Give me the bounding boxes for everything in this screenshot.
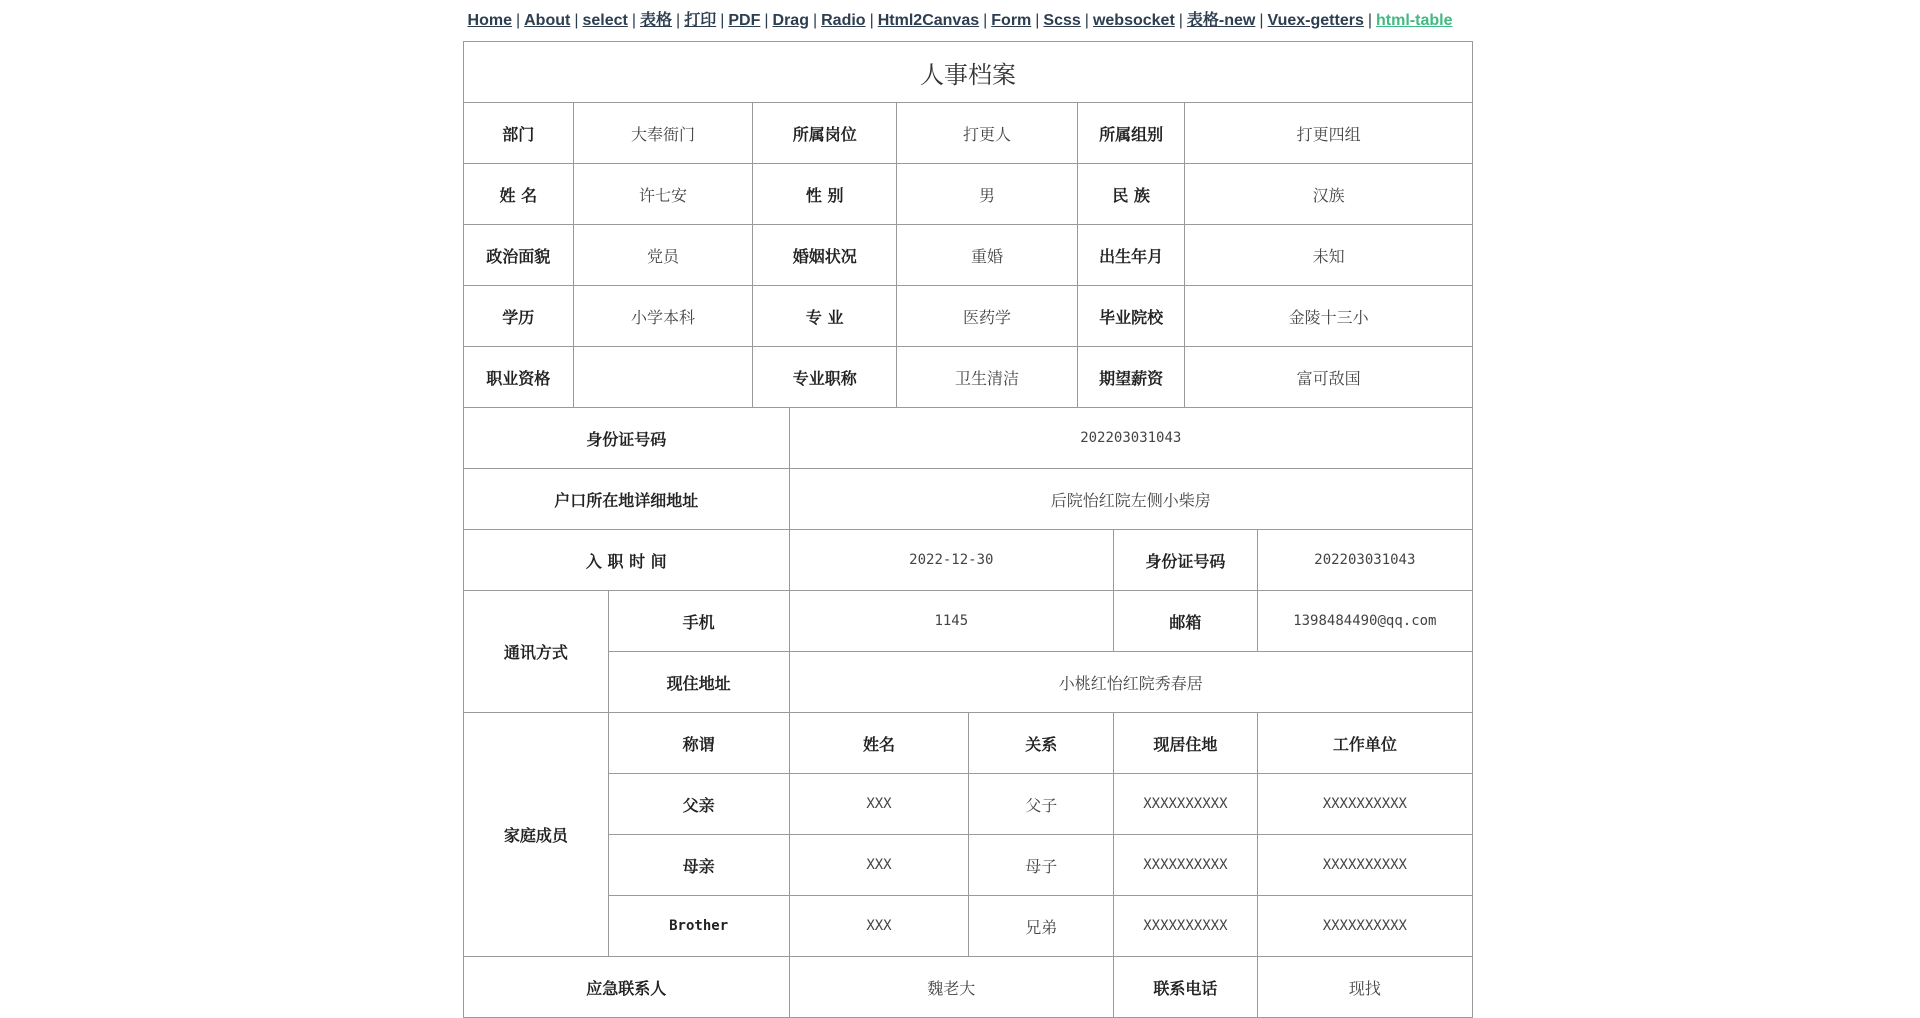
phone-label: 手机 bbox=[608, 591, 789, 652]
entry-date-value: 2022-12-30 bbox=[789, 530, 1114, 591]
id-number-value-2: 202203031043 bbox=[1257, 530, 1472, 591]
nav-separator: | bbox=[631, 12, 637, 29]
qualification-label: 职业资格 bbox=[464, 347, 574, 408]
contact-label: 通讯方式 bbox=[464, 591, 609, 713]
address-label: 现住地址 bbox=[608, 652, 789, 713]
nav-link-select[interactable]: select bbox=[582, 12, 628, 29]
dept-value: 大奉衙门 bbox=[573, 103, 753, 164]
family-header-employer: 工作单位 bbox=[1257, 713, 1472, 774]
nav-separator: | bbox=[676, 12, 681, 29]
phone-value: 1145 bbox=[789, 591, 1114, 652]
family-residence: XXXXXXXXXX bbox=[1114, 896, 1258, 957]
nav-separator: | bbox=[869, 12, 874, 29]
emergency-phone-label: 联系电话 bbox=[1114, 957, 1258, 1018]
nav-link-vuex-getters[interactable]: Vuex-getters bbox=[1267, 12, 1364, 29]
politics-label: 政治面貌 bbox=[464, 225, 574, 286]
school-value: 金陵十三小 bbox=[1185, 286, 1473, 347]
family-title: 父亲 bbox=[608, 774, 789, 835]
politics-value: 党员 bbox=[573, 225, 753, 286]
name-value: 许七安 bbox=[573, 164, 753, 225]
professional-title-value: 卫生清洁 bbox=[897, 347, 1078, 408]
education-label: 学历 bbox=[464, 286, 574, 347]
marital-label: 婚姻状况 bbox=[753, 225, 897, 286]
nav-link-scss[interactable]: Scss bbox=[1043, 12, 1081, 29]
table-row bbox=[464, 835, 1473, 896]
table-row bbox=[464, 774, 1473, 835]
nav-separator: | bbox=[1084, 12, 1089, 29]
gender-value: 男 bbox=[897, 164, 1078, 225]
nav-link-pdf[interactable]: PDF bbox=[728, 12, 761, 29]
family-residence: XXXXXXXXXX bbox=[1114, 835, 1258, 896]
family-name: XXX bbox=[789, 774, 969, 835]
family-employer: XXXXXXXXXX bbox=[1257, 835, 1472, 896]
hukou-value: 后院怡红院左侧小柴房 bbox=[789, 469, 1472, 530]
family-name: XXX bbox=[789, 835, 969, 896]
family-relation: 父子 bbox=[969, 774, 1114, 835]
emergency-contact-value: 魏老大 bbox=[789, 957, 1114, 1018]
family-employer: XXXXXXXXXX bbox=[1257, 774, 1472, 835]
post-value: 打更人 bbox=[897, 103, 1078, 164]
nav-separator: | bbox=[1367, 12, 1373, 29]
family-header-residence: 现居住地 bbox=[1114, 713, 1258, 774]
family-header-name: 姓名 bbox=[789, 713, 969, 774]
id-number-label: 身份证号码 bbox=[464, 408, 790, 469]
group-value: 打更四组 bbox=[1185, 103, 1473, 164]
family-name: XXX bbox=[789, 896, 969, 957]
family-header-relation: 关系 bbox=[969, 713, 1114, 774]
nav-separator: | bbox=[812, 12, 818, 29]
nav-link-表格[interactable]: 表格 bbox=[640, 12, 673, 29]
top-nav bbox=[0, 10, 1920, 32]
nav-separator: | bbox=[1178, 12, 1183, 29]
nav-link-html2canvas[interactable]: Html2Canvas bbox=[877, 12, 980, 29]
nav-link-html-table[interactable]: html-table bbox=[1376, 12, 1453, 29]
emergency-contact-label: 应急联系人 bbox=[464, 957, 790, 1018]
professional-title-label: 专业职称 bbox=[753, 347, 897, 408]
nav-link-about[interactable]: About bbox=[524, 12, 571, 29]
family-relation: 兄弟 bbox=[969, 896, 1114, 957]
group-label: 所属组别 bbox=[1077, 103, 1184, 164]
marital-value: 重婚 bbox=[897, 225, 1078, 286]
name-label: 姓 名 bbox=[464, 164, 574, 225]
nav-separator: | bbox=[1259, 12, 1264, 29]
nav-link-drag[interactable]: Drag bbox=[772, 12, 809, 29]
post-label: 所属岗位 bbox=[753, 103, 897, 164]
email-label: 邮箱 bbox=[1114, 591, 1258, 652]
family-employer: XXXXXXXXXX bbox=[1257, 896, 1472, 957]
ethnic-label: 民 族 bbox=[1077, 164, 1184, 225]
nav-link-home[interactable]: Home bbox=[467, 12, 512, 29]
dept-label: 部门 bbox=[464, 103, 574, 164]
major-label: 专 业 bbox=[753, 286, 897, 347]
birth-label: 出生年月 bbox=[1077, 225, 1184, 286]
major-value: 医药学 bbox=[897, 286, 1078, 347]
family-residence: XXXXXXXXXX bbox=[1114, 774, 1258, 835]
nav-link-radio[interactable]: Radio bbox=[821, 12, 866, 29]
family-label: 家庭成员 bbox=[464, 713, 609, 957]
education-value: 小学本科 bbox=[573, 286, 753, 347]
ethnic-value: 汉族 bbox=[1185, 164, 1473, 225]
id-number-label-2: 身份证号码 bbox=[1114, 530, 1258, 591]
family-relation: 母子 bbox=[969, 835, 1114, 896]
nav-link-websocket[interactable]: websocket bbox=[1092, 12, 1175, 29]
salary-value: 富可敌国 bbox=[1185, 347, 1473, 408]
nav-link-打印[interactable]: 打印 bbox=[684, 12, 717, 29]
family-title: Brother bbox=[608, 896, 789, 957]
table-row bbox=[464, 896, 1473, 957]
emergency-phone-value: 现找 bbox=[1257, 957, 1472, 1018]
salary-label: 期望薪资 bbox=[1077, 347, 1184, 408]
personnel-record-table bbox=[463, 41, 1473, 1018]
email-value: 1398484490@qq.com bbox=[1257, 591, 1472, 652]
birth-value: 未知 bbox=[1185, 225, 1473, 286]
nav-link-表格-new[interactable]: 表格-new bbox=[1186, 12, 1256, 29]
nav-separator: | bbox=[515, 12, 521, 29]
entry-date-label: 入 职 时 间 bbox=[464, 530, 790, 591]
nav-link-form[interactable]: Form bbox=[991, 12, 1032, 29]
id-number-value: 202203031043 bbox=[789, 408, 1472, 469]
family-header-title: 称谓 bbox=[608, 713, 789, 774]
gender-label: 性 别 bbox=[753, 164, 897, 225]
family-title: 母亲 bbox=[608, 835, 789, 896]
nav-separator: | bbox=[1035, 12, 1040, 29]
qualification-value bbox=[573, 347, 753, 408]
school-label: 毕业院校 bbox=[1077, 286, 1184, 347]
nav-separator: | bbox=[720, 12, 725, 29]
table-title: 人事档案 bbox=[464, 42, 1473, 103]
nav-separator: | bbox=[764, 12, 769, 29]
hukou-label: 户口所在地详细地址 bbox=[464, 469, 790, 530]
nav-separator: | bbox=[983, 12, 988, 29]
nav-separator: | bbox=[574, 12, 579, 29]
address-value: 小桃红怡红院秀春居 bbox=[789, 652, 1472, 713]
